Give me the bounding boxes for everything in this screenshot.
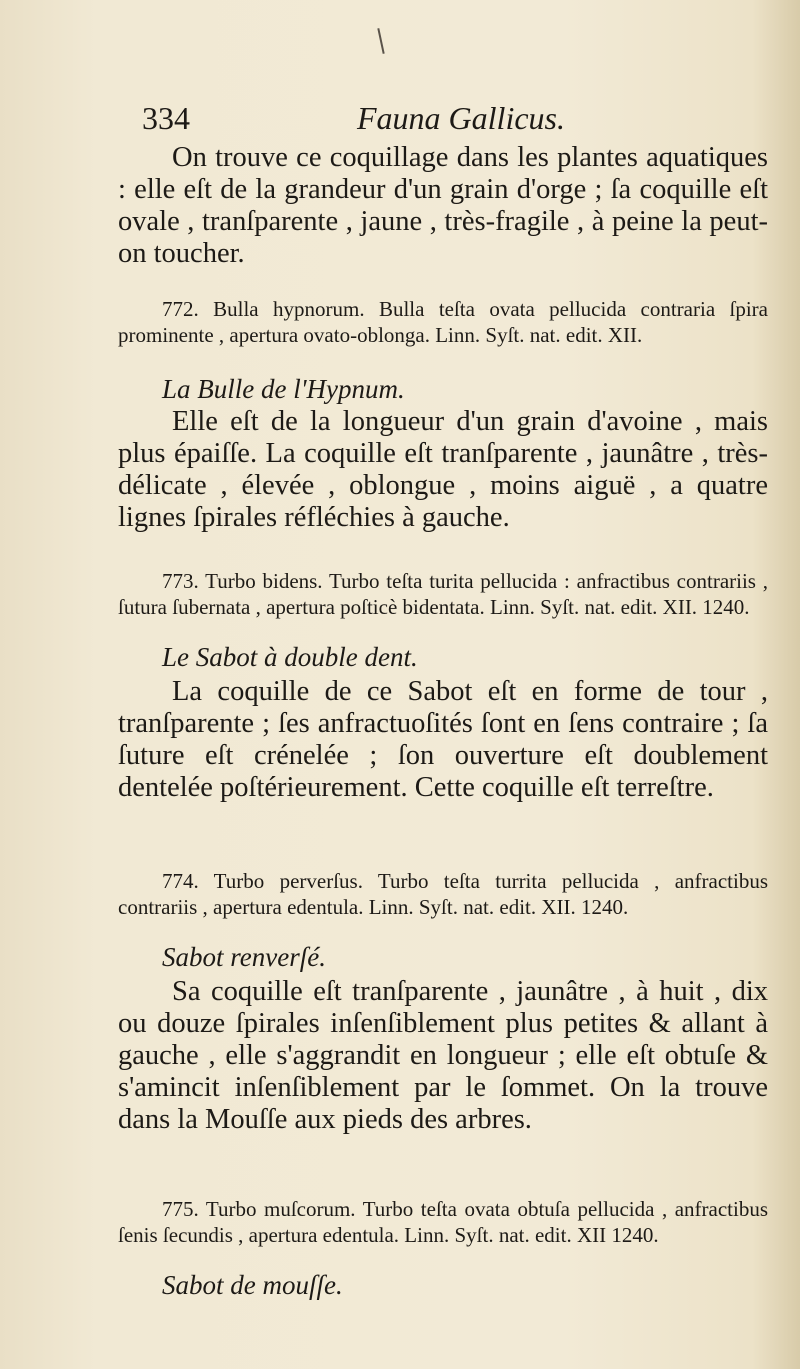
linnaean-description: 774. Turbo perverſus. Turbo teſta turrita pellucida , anfractibus contrariis , apertura edentula. Linn. Syſt. nat. edit. XII. 1240. bbox=[118, 869, 768, 919]
entry-775-name bbox=[118, 1268, 768, 1302]
common-name: La Bulle de l'Hypnum. bbox=[162, 374, 405, 404]
linnaean-description: 772. Bulla hypnorum. Bulla teſta ovata pellucida contraria ſpira prominente , apertura ovato-oblonga. Linn. Syſt. nat. edit. XII. bbox=[118, 297, 768, 347]
entry-774 bbox=[118, 868, 768, 920]
entry-772 bbox=[118, 296, 768, 348]
entry-775 bbox=[118, 1196, 768, 1248]
entry-773 bbox=[118, 568, 768, 620]
page-number: 334 bbox=[142, 100, 190, 136]
entry-774-body bbox=[118, 976, 768, 1136]
common-name: Le Sabot à double dent. bbox=[162, 642, 418, 672]
entry-773-name bbox=[118, 640, 768, 674]
common-name: Sabot renverſé. bbox=[162, 942, 326, 972]
linnaean-description: 775. Turbo muſcorum. Turbo teſta ovata obtuſa pellucida , anfractibus ſenis ſecundis , apertura edentula. Linn. Syſt. nat. edit. XII 1240. bbox=[118, 1197, 768, 1247]
body-paragraph: La coquille de ce Sabot eſt en forme de tour , tranſparente ; ſes anfractuoſités ſont en ſens contraire ; ſa ſuture eſt crénelée ; ſon ouverture eſt doublement dentelée poſtérieurement. Cette coquille eſt terreſtre. bbox=[118, 676, 768, 803]
body-paragraph: On trouve ce coquillage dans les plantes aquatiques : elle eſt de la grandeur d'un grain d'orge ; ſa coquille eſt ovale , tranſparente , jaune , très-fragile , à peine la peut-on toucher. bbox=[118, 142, 768, 269]
entry-772-body bbox=[118, 406, 768, 534]
page-mark bbox=[377, 28, 384, 54]
entry-774-name bbox=[118, 940, 768, 974]
common-name: Sabot de mouſſe. bbox=[162, 1270, 343, 1300]
entry-773-body bbox=[118, 676, 768, 804]
entry-772-name bbox=[118, 372, 768, 406]
linnaean-description: 773. Turbo bidens. Turbo teſta turita pellucida : anfractibus contrariis , ſutura ſubernata , apertura poſticè bidentata. Linn. Syſt. nat. edit. XII. 1240. bbox=[118, 569, 768, 619]
body-paragraph: Elle eſt de la longueur d'un grain d'avoine , mais plus épaiſſe. La coquille eſt tranſparente , jaunâtre , très-délicate , élevée , oblongue , moins aiguë , a quatre lignes ſpirales réfléchies à gauche. bbox=[118, 406, 768, 533]
running-title: Fauna Gallicus. bbox=[357, 100, 565, 136]
paragraph-intro bbox=[118, 142, 768, 270]
body-paragraph: Sa coquille eſt tranſparente , jaunâtre , à huit , dix ou douze ſpirales inſenſiblement plus petites & allant à gauche , elle s'aggrandit en longueur ; elle eſt obtuſe & s'amincit inſenſiblement par le ſommet. On la trouve dans la Mouſſe aux pieds des arbres. bbox=[118, 976, 768, 1135]
